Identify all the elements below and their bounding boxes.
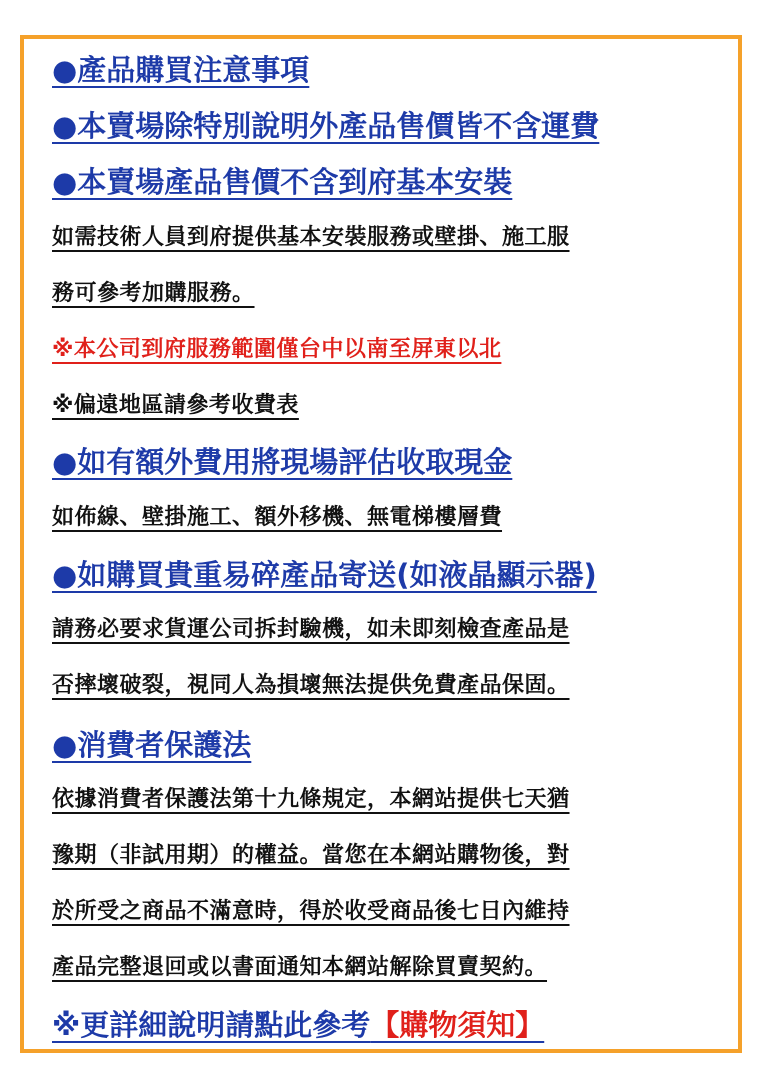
shipping-notice: ●本賣場除特別說明外產品售價皆不含運費 — [52, 109, 600, 143]
shopping-guide-link[interactable]: 【購物須知】 — [370, 1008, 545, 1042]
notice-title: ●產品購買注意事項 — [52, 53, 310, 87]
consumer-protection-heading: ●消費者保護法 — [52, 728, 252, 762]
extra-fee-items: 如佈線、壁掛施工、額外移機、無電梯樓層費 — [52, 505, 503, 530]
consumer-line-4: 產品完整退回或以書面通知本網站解除買賣契約。 — [52, 955, 548, 980]
extra-fee-heading: ●如有額外費用將現場評估收取現金 — [52, 445, 513, 479]
service-area-notice: ※本公司到府服務範圍僅台中以南至屏東以北 — [52, 337, 502, 362]
consumer-line-3: 於所受之商品不滿意時，得於收受商品後七日內維持 — [52, 899, 570, 924]
fragile-heading: ●如購買貴重易碎產品寄送(如液晶顯示器) — [52, 558, 597, 592]
more-info-prefix: ※更詳細說明請點此參考 — [52, 1008, 371, 1042]
fragile-line-1: 請務必要求貨運公司拆封驗機，如未即刻檢查產品是 — [52, 617, 570, 642]
install-note-line-2: 務可參考加購服務。 — [52, 281, 255, 306]
remote-area-notice: ※偏遠地區請參考收費表 — [52, 393, 299, 418]
consumer-line-2: 豫期（非試用期）的權益。當您在本網站購物後，對 — [52, 843, 570, 868]
installation-notice: ●本賣場產品售價不含到府基本安裝 — [52, 165, 513, 199]
fragile-line-2: 否摔壞破裂，視同人為損壞無法提供免費產品保固。 — [52, 673, 570, 698]
consumer-line-1: 依據消費者保護法第十九條規定，本網站提供七天猶 — [52, 787, 570, 812]
more-info-line — [52, 1003, 544, 1044]
install-note-line-1: 如需技術人員到府提供基本安裝服務或壁掛、施工服 — [52, 225, 570, 250]
